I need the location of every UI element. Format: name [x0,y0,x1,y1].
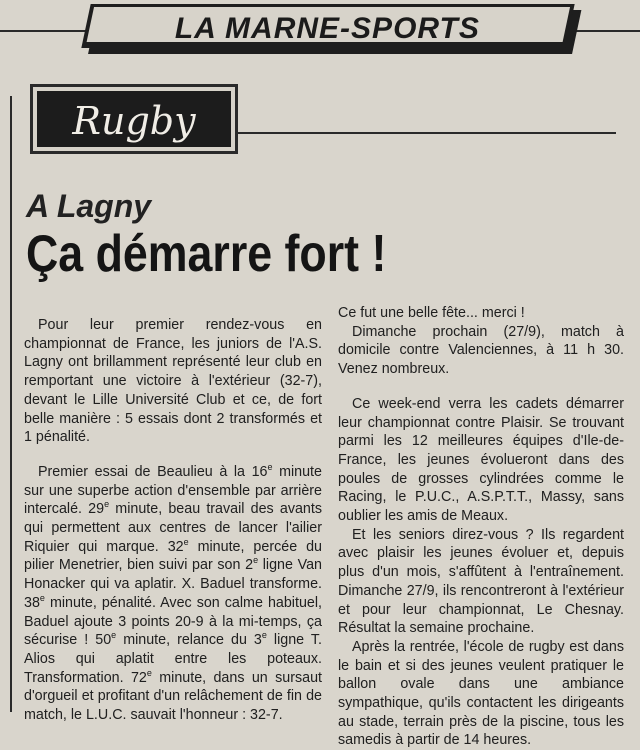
masthead-rule-left [0,30,90,32]
superscript: e [104,499,110,510]
paragraph-thanks: Ce fut une belle fête... merci ! [338,305,525,321]
superscript: e [39,593,45,604]
article-column-left [24,316,322,725]
masthead-rule-right [574,30,640,32]
superscript: e [146,667,152,678]
text-run: minute, beau travail des avants qui permettent aux centres de lancer l'ailier Riquier qui marque. 32 [24,501,322,555]
superscript: e [183,536,189,547]
text-run: ligne T. Alios qui aplatit entre les poteaux. Transformation. 72 [24,632,322,686]
paragraph-rugby-school: Après la rentrée, l'école de rugby est dans le bain et si des jeunes veulent pratiquer le ballon ovale dans une ambiance sympathique, qu'ils contactent les dirigeants au stade, terrain près de la piscine, tous les samedis à partir de 14 heures. [338,638,624,749]
section-label: Rugby [72,99,196,143]
text-run: minute, pénalité. Avec son calme habituel, Baduel ajoute 3 points 20-9 à la mi-temps, ça sécurise ! 50 [24,594,322,649]
superscript: e [261,630,267,641]
frame-left-rule [10,96,12,712]
text-run: minute sur une superbe action d'ensemble par arrière intercalé. 29 [24,463,322,518]
masthead-banner [81,4,574,48]
article-column-right [338,304,624,750]
masthead-title: LA MARNE-SPORTS [174,12,480,45]
paragraph-seniors: Et les seniors direz-vous ? Ils regardent avec plaisir les jeunes évoluer et, depuis plus d'un mois, s'affûtent à l'entraînement. Dimanche 27/9, ils rencontreront à l'extérieur et pour leur championnat, Le Chesnay. Résultat la semaine prochaine. [338,526,624,637]
superscript: e [253,555,259,566]
superscript: e [111,630,117,641]
paragraph-intro: Pour leur premier rendez-vous en championnat de France, les juniors de l'A.S. Lagny ont brillamment représenté leur club en remportant une victoire à l'extérieur (32-7), devant le Lille Université Club et ce, de fort belle manière : 5 essais dont 2 transformés et 1 pénalité. [24,317,322,446]
section-rule [238,132,616,134]
text-run: minute, dans un sursaut d'orgueil et profitant d'un relâchement de fin de match, le L.U.C. sauvait l'honneur : 32-7. [24,669,322,724]
section-label-box [30,84,238,154]
paragraph-match-report [24,463,322,725]
text-run: minute, percée du pilier Menetrier, bien suivi par son 2 [24,538,323,574]
article-kicker: A Lagny [26,188,152,224]
text-run: minute, relance du 3 [116,632,262,649]
paragraph-cadets: Ce week-end verra les cadets démarrer leur championnat contre Plaisir. Se trouvant parmi les 12 meilleures équipes d'Ile-de-France, les jeunes évolueront dans des poules de grosses cylindrées comme le Racing, le P.U.C., A.S.P.T.T., Massy, sans oublier les amis de Meaux. [338,395,624,525]
article-headline: Ça démarre fort ! [26,225,387,283]
text-run: Premier essai de Beaulieu à la 16 [38,463,268,480]
paragraph-next-match: Dimanche prochain (27/9), match à domicile contre Valenciennes, à 11 h 30. Venez nombreux. [338,323,624,378]
text-run: ligne Van Honacker qui va aplatir. X. Baduel transforme. 38 [24,557,322,611]
superscript: e [267,462,273,473]
